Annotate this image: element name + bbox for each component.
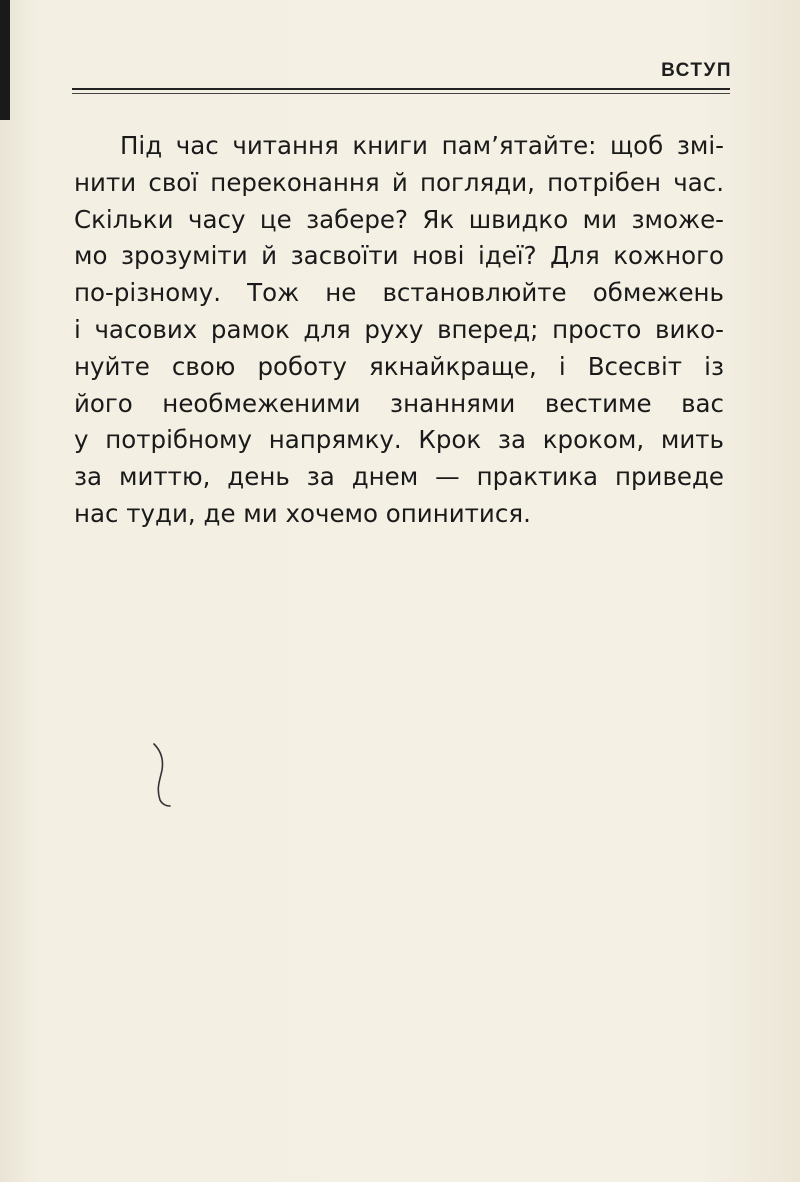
running-head: ВСТУП [661,60,732,81]
text-line: мо зрозуміти й засвоїти нові ідеї? Для кожного [74,241,724,271]
text-line: нити свої переконання й погляди, потрібен час. [74,167,724,197]
header-rule [72,88,730,90]
pen-mark [150,740,174,810]
text-line: по-різному. Тож не встановлюйте обмежень [74,278,724,308]
text-line: Скільки часу це забере? Як швидко ми зможе- [74,204,724,234]
text-line: за миттю, день за днем — практика приведе [74,462,724,492]
text-line: і часових рамок для руху вперед; просто вико- [74,314,724,344]
header-rule-thin [72,93,730,94]
text-line: Під час читання книги пам’ятайте: щоб змі- [120,131,724,160]
text-line: нас туди, де ми хочемо опинитися. [74,498,531,528]
page-edge-shadow [0,0,10,120]
text-line: нуйте свою роботу якнайкраще, і Всесвіт із [74,351,724,381]
body-paragraph [74,128,724,533]
text-line: його необмеженими знаннями вестиме вас [74,388,724,418]
text-line: у потрібному напрямку. Крок за кроком, мить [74,425,724,455]
